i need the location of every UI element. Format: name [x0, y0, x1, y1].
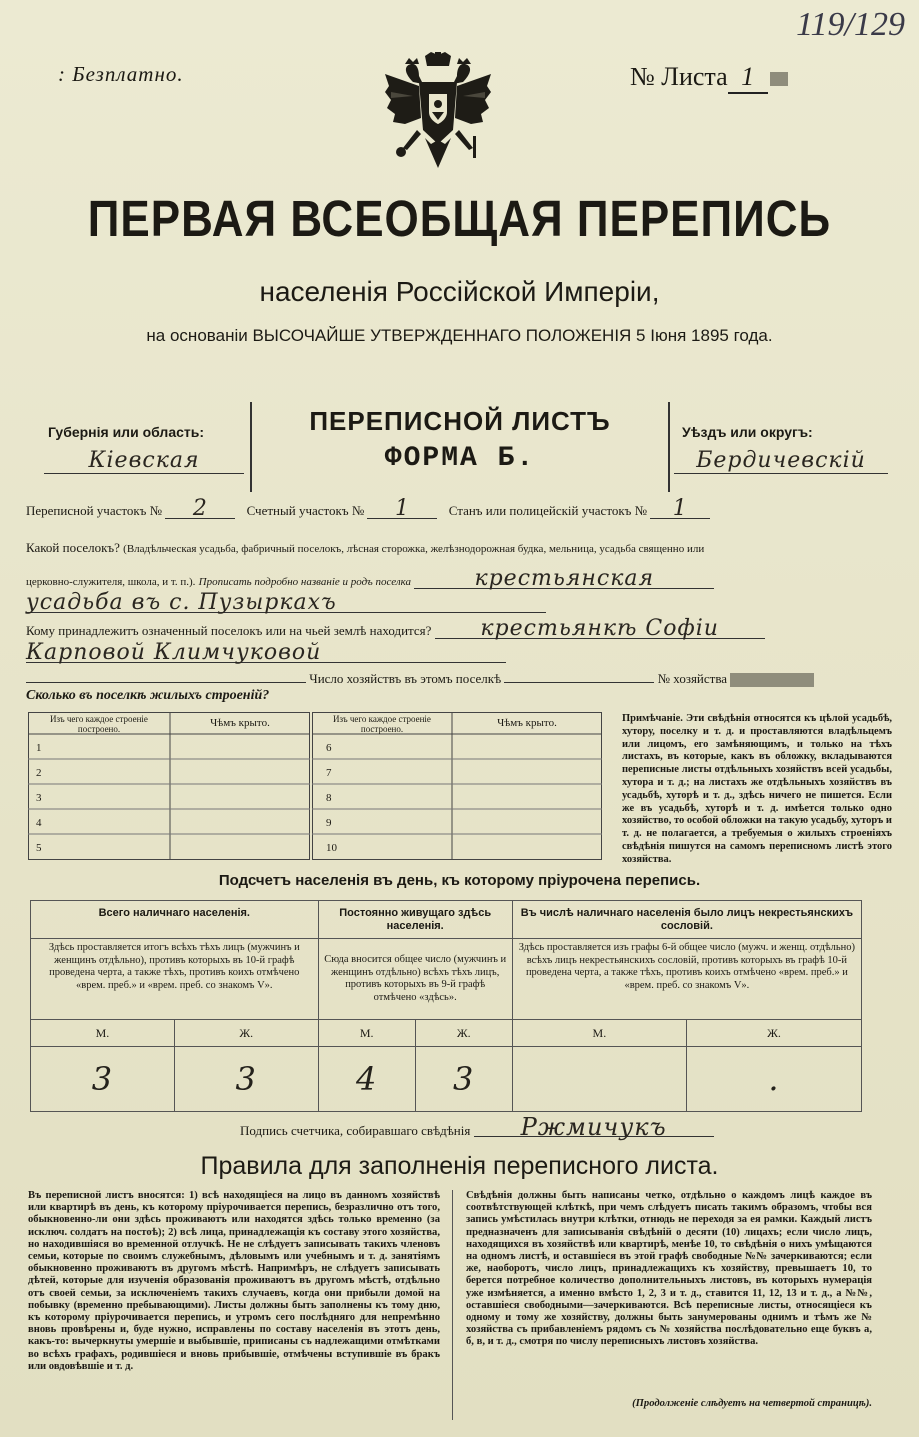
right-row-8: 8 — [326, 792, 332, 804]
settlement-hint2: церковно-служителя, школа, и т. п.). — [26, 576, 196, 588]
rules-title: Правила для заполненія переписного листа. — [200, 1152, 719, 1180]
owner-line — [26, 616, 906, 641]
owner-question: Кому принадлежитъ означенный поселокъ или на чьей землѣ находится? — [26, 623, 432, 638]
free-label-text: Безплатно. — [72, 62, 184, 86]
settlement-answer-1: крестьянская — [414, 570, 714, 589]
right-col-roof-header: Чѣмъ крыто. — [497, 717, 557, 729]
signature-value: Ржмичукъ — [474, 1118, 714, 1137]
census-district-label: Переписной участокъ № — [26, 503, 163, 518]
settlement-hint: (Владѣльческая усадьба, фабричный поселокъ, лѣсная сторожка, желѣзнодорожная будка, мельница, усадьба священно или — [123, 543, 705, 555]
corner-handwritten-number: 119/129 — [796, 6, 905, 43]
settlement-question: Какой поселокъ? — [26, 540, 120, 555]
settlement-answer-line — [26, 590, 896, 615]
uyezd-label: Уѣздъ или округъ: — [682, 424, 813, 440]
buildings-table-left-grid — [28, 712, 310, 860]
owner-answer-1: крестьянкѣ Софіи — [435, 620, 765, 639]
left-row-2: 2 — [36, 767, 42, 779]
district-line — [26, 496, 896, 521]
nonpeasant-male-value — [512, 1047, 686, 1112]
right-row-6: 6 — [326, 742, 332, 754]
rules-divider — [452, 1190, 453, 1420]
households-label: Число хозяйствъ въ этомъ поселкѣ — [309, 671, 502, 686]
households-line — [26, 668, 896, 687]
left-row-5: 5 — [36, 842, 42, 854]
permanent-male-value: 4 — [318, 1047, 415, 1112]
right-col-material-header: Изъ чего каждое строеніе построено. — [333, 714, 431, 734]
col2-title: Постоянно живущаго здѣсь населенія. — [318, 901, 512, 939]
col2-f-label: Ж. — [415, 1020, 512, 1047]
population-title: Подсчетъ населенія въ день, къ которому пріурочена перепись. — [218, 872, 701, 889]
owner-answer-line — [26, 640, 896, 665]
right-row-9: 9 — [326, 817, 332, 829]
form-title: ПЕРЕПИСНОЙ ЛИСТЪ — [309, 406, 611, 436]
present-female-value: 3 — [174, 1047, 318, 1112]
guberniya-label: Губернія или область: — [48, 424, 205, 440]
col1-text: Здѣсь проставляется итогъ всѣхъ тѣхъ лицъ (мужчинъ и женщинъ отдѣльно), противъ которыхъ въ 10-й графѣ проведена черта, а также тѣхъ, противъ коихъ отмѣчено «врем. преб.» и «врем. преб. со знакомъ V». — [31, 939, 319, 1020]
settlement-hint-line — [26, 566, 906, 591]
redaction-box — [770, 72, 788, 86]
free-label: : Безплатно. — [58, 62, 184, 86]
stan-label: Станъ или полицейскій участокъ № — [448, 503, 648, 518]
right-row-10: 10 — [326, 842, 337, 854]
buildings-table-left — [28, 712, 310, 860]
imperial-eagle-emblem — [383, 52, 493, 170]
buildings-table-right-grid — [312, 712, 602, 860]
sheet-number-label: № Листа — [630, 62, 728, 91]
left-row-3: 3 — [36, 792, 42, 804]
rules-left-column: Въ переписной листъ вносятся: 1) всѣ находящіеся на лицо въ данномъ хозяйствѣ или квартирѣ въ день, къ которому пріурочивается перепись, безразлично отъ того, обыкновенно-ли они здѣсь проживаютъ или находятся здѣсь только временно (за исключ. солдатъ на постоѣ); 2) всѣ лица, принадлежащія къ составу этого хозяйства, но находившіяся во временной отлучкѣ. Не не слѣдуетъ записывать такихъ членовъ семьи, которые по своимъ служебнымъ, дѣловымъ или учебнымъ и т. д. занятіямъ обыкновенно проживаютъ въ другомъ мѣстѣ. Напримѣръ, не слѣдуетъ записывать дѣтей, которые для изученія образованія проживаютъ въ другомъ мѣстѣ, отдѣльно отъ своей семьи, за исключеніемъ такихъ случаевъ, когда они прибыли домой на побывку (временно пребывающими). Листы должны быть заполнены къ тому дню, къ которому пріурочивается перепись, и утромъ сего послѣдняго для непремѣнно вновь провѣрены и, буде нужно, исправлены по составу населенія въ этотъ день, какъ-то: вычеркнуты умершіе и выбывшіе, приписаны съ надлежащими отмѣтками во всѣхъ графахъ, родившіеся и вновь прибывшіе, отмѣчены вступившіе въ бракъ или овдовѣвшіе и т. д. — [28, 1190, 440, 1372]
owner-answer-2: Карповой Климчуковой — [26, 644, 506, 663]
col3-text: Здѣсь проставляется изъ графы 6-й общее число (мужч. и женщ. отдѣльно) всѣхъ лицъ некрестьянскихъ сословій, противъ которыхъ въ графѣ 10-й проведена черта, а также тѣхъ, противъ коихъ отмѣчено «врем. преб.» и «врем. преб. со знакомъ V». — [512, 939, 861, 1020]
population-table — [30, 900, 862, 1112]
form-header — [22, 402, 896, 492]
col3-title: Въ числѣ наличнаго населенія было лицъ некрестьянскихъ сословій. — [512, 901, 861, 939]
form-title-block — [250, 402, 670, 492]
left-row-4: 4 — [36, 817, 42, 829]
stan-value: 1 — [650, 500, 710, 519]
census-subtitle: населенія Россійской Имперіи, — [259, 276, 660, 307]
sheet-number — [630, 62, 788, 94]
col1-m-label: М. — [31, 1020, 175, 1047]
household-no-label: № хозяйства — [657, 671, 728, 686]
col1-title: Всего наличнаго населенія. — [31, 901, 319, 939]
rules-continuation: (Продолженіе слѣдуетъ на четвертой страницѣ). — [632, 1398, 872, 1409]
households-blank — [504, 668, 654, 683]
census-district-value: 2 — [165, 500, 235, 519]
left-col-roof-header: Чѣмъ крыто. — [210, 717, 270, 729]
permanent-female-value: 3 — [415, 1047, 512, 1112]
col2-text: Сюда вносится общее число (мужчинъ и женщинъ отдѣльно) всѣхъ тѣхъ лицъ, противъ которыхъ въ 9-й графѣ отмѣчено «здѣсь». — [318, 939, 512, 1020]
rules-right-column: Свѣдѣнія должны быть написаны четко, отдѣльно о каждомъ лицѣ каждое въ соотвѣтствующей клѣткѣ, при чемъ слѣдуетъ писать такимъ образомъ, чтобы вся запись умѣстилась внутри клѣтки, отнюдь не переходя за ея рамки. Каждый листъ предназначенъ для записыванія свѣдѣній о десяти (10) лицахъ; если число лицъ, находящихся въ хозяйствѣ или квартирѣ, менѣе 10, то свѣдѣнія о нихъ умѣщаются на одномъ листѣ, и оставшіеся въ этой графѣ свободные №№ зачеркиваются; если же, наоборотъ, число лицъ, принадлежащихъ къ хозяйству, превышаетъ 10, то берется потребное количество дополнительныхъ листовъ, въ которыхъ нумерація уже измѣняется, а именно вмѣсто 1, 2, 3 и т. д., ставится 11, 12, 13 и т. д., а №№, оставшіеся свободными—зачеркиваются. Всѣ переписные листы, относящіеся къ одному и тому же хозяйству, должны быть занумерованы однимъ и тѣмъ же № хозяйства съ прибавленіемъ рядомъ съ № хозяйства послѣдовательно еще буквъ а, б, в, и т. д., смотря по числу переписныхъ листовъ хозяйства. — [466, 1190, 872, 1348]
count-district-label: Счетный участокъ № — [246, 503, 365, 518]
signature-label: Подпись счетчика, собиравшаго свѣдѣнія — [240, 1123, 471, 1138]
col3-f-label: Ж. — [687, 1020, 862, 1047]
present-male-value: 3 — [31, 1047, 175, 1112]
uyezd-value: Бердичевскій — [674, 448, 888, 474]
settlement-instruction: Прописать подробно названіе и родъ поселка — [198, 576, 412, 588]
nonpeasant-female-value: . — [687, 1047, 862, 1112]
col2-m-label: М. — [318, 1020, 415, 1047]
census-main-title: ПЕРВАЯ ВСЕОБЩАЯ ПЕРЕПИСЬ — [87, 191, 832, 248]
buildings-table-right — [312, 712, 602, 860]
col1-f-label: Ж. — [174, 1020, 318, 1047]
count-district-value: 1 — [367, 500, 437, 519]
left-col-material-header: Изъ чего каждое строеніе построено. — [50, 714, 148, 734]
right-row-7: 7 — [326, 767, 332, 779]
left-row-1: 1 — [36, 742, 42, 754]
col3-m-label: М. — [512, 1020, 686, 1047]
settlement-question-line — [26, 540, 906, 556]
buildings-note: Примѣчаніе. Эти свѣдѣнія относятся къ цѣлой усадьбѣ, хутору, поселку и т. д. и проставляются владѣльцемъ или лицомъ, его замѣняющимъ, и только на тѣхъ листахъ, въ которые, какъ въ обложку, вкладываются переписные листы отдѣльныхъ хозяйствъ всей усадьбы, хутора и т. д.; на листахъ же отдѣльныхъ хозяйствъ въ усадьбѣ, хуторѣ и т. д., здѣсь ничего не пишется. Если же въ усадьбѣ, хуторѣ и т. д. имѣется только одно хозяйство, то особой обложки на такую усадьбу, хуторъ и т. д. не полагается, а требуемыя о жилыхъ строеніяхъ свѣдѣнія пишутся на самомъ переписномъ листѣ этого хозяйства. — [622, 713, 892, 865]
settlement-answer-2: усадьба въ с. Пузыркахъ — [26, 594, 546, 613]
guberniya-value: Кіевская — [44, 448, 244, 474]
form-name: ФОРМА Б. — [384, 443, 536, 474]
buildings-title: Сколько въ поселкѣ жилыхъ строеній? — [26, 688, 270, 703]
census-legal-basis: на основаніи ВЫСОЧАЙШЕ УТВЕРЖДЕННАГО ПОЛОЖЕНІЯ 5 Іюня 1895 года. — [146, 326, 773, 345]
household-no-redacted — [730, 673, 814, 687]
households-blank-left — [26, 668, 306, 683]
signature-line — [240, 1113, 800, 1141]
sheet-number-value: 1 — [728, 62, 768, 94]
